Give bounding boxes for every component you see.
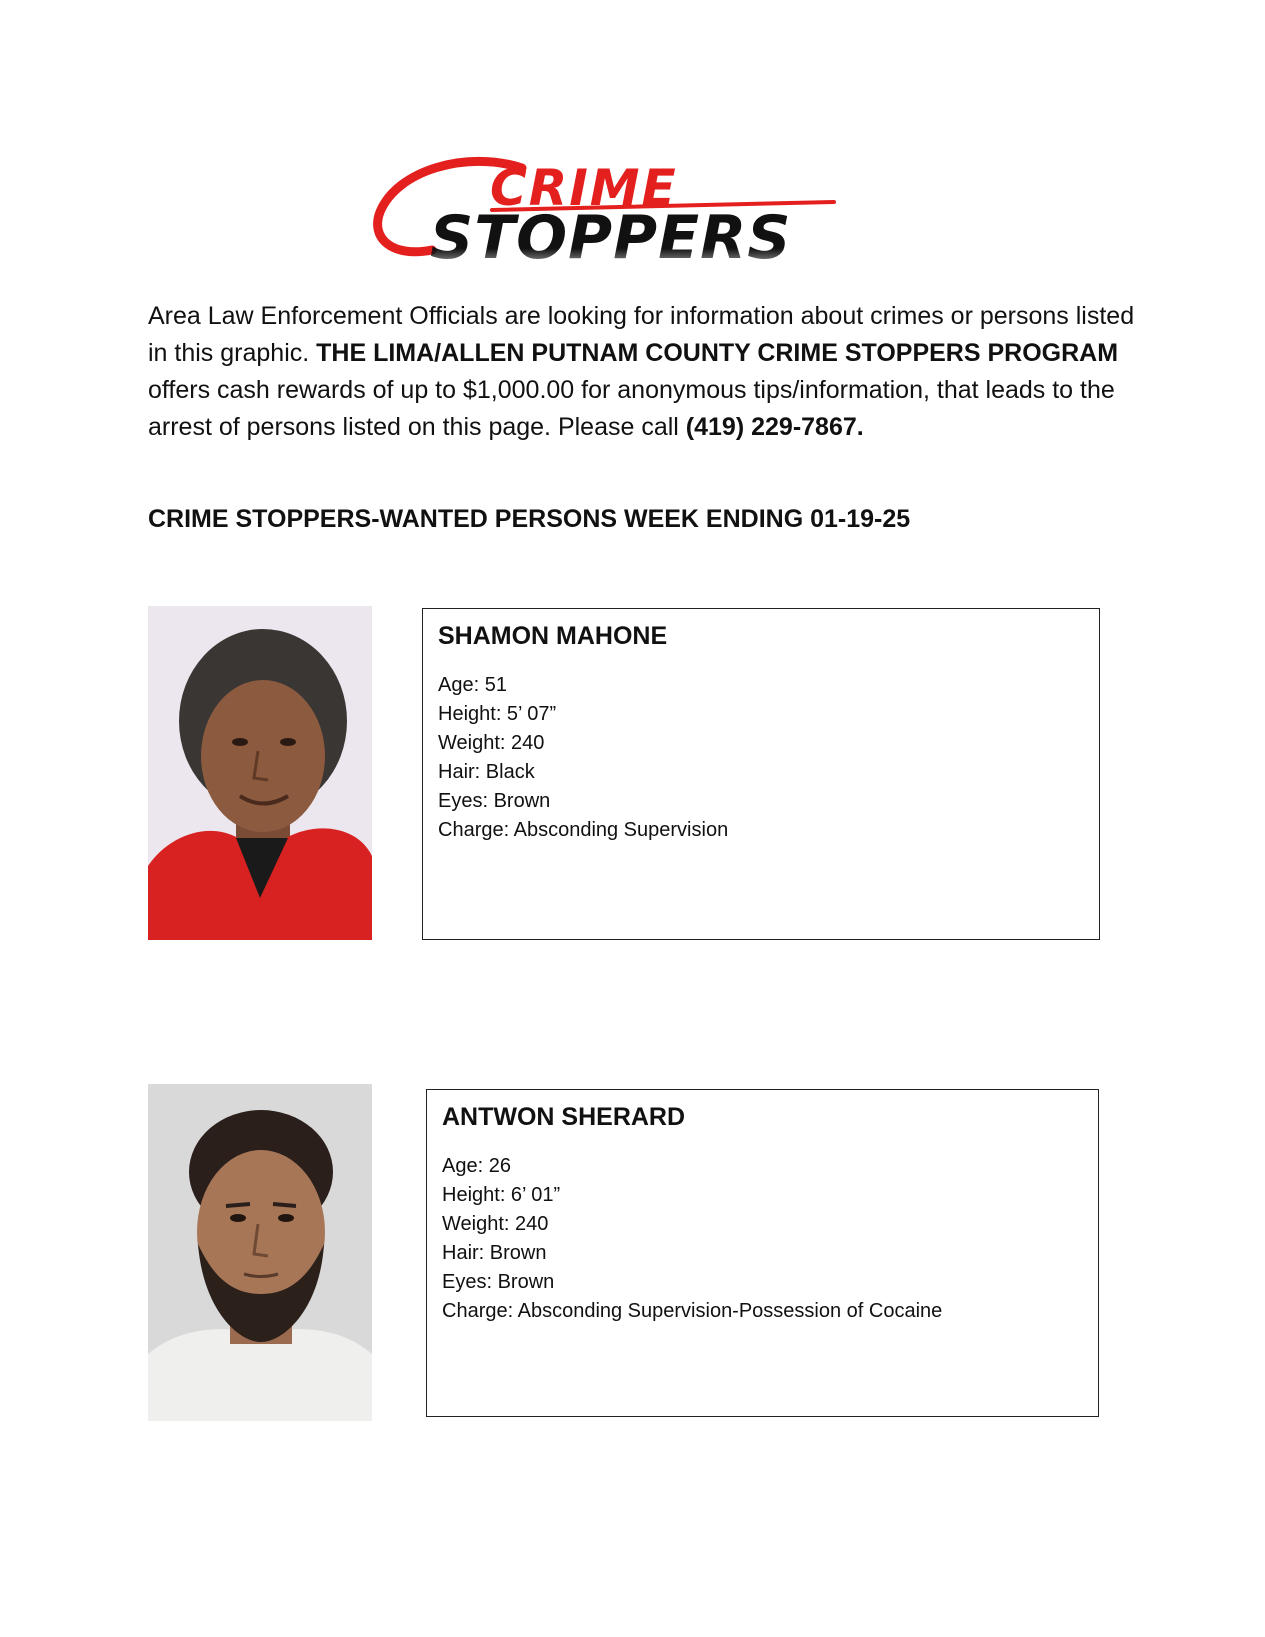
intro-paragraph bbox=[148, 298, 1138, 446]
week-heading: CRIME STOPPERS-WANTED PERSONS WEEK ENDING 01-19-25 bbox=[148, 505, 911, 533]
person-weight: Weight: 240 bbox=[438, 732, 545, 754]
person-age: Age: 26 bbox=[442, 1155, 511, 1177]
person-hair: Hair: Brown bbox=[442, 1242, 547, 1264]
mugshot-photo bbox=[148, 1084, 372, 1421]
program-name: THE LIMA/ALLEN PUTNAM COUNTY CRIME STOPPERS PROGRAM bbox=[316, 339, 1119, 367]
person-info-box bbox=[426, 1089, 1099, 1417]
person-height: Height: 6’ 01” bbox=[442, 1184, 561, 1206]
person-weight: Weight: 240 bbox=[442, 1213, 549, 1235]
person-details bbox=[442, 1152, 942, 1326]
person-charge: Charge: Absconding Supervision-Possession of Cocaine bbox=[442, 1300, 943, 1322]
person-eyes: Eyes: Brown bbox=[442, 1271, 555, 1293]
person-height: Height: 5’ 07” bbox=[438, 703, 557, 725]
logo-text-top: CRIME bbox=[490, 159, 678, 217]
crime-stoppers-logo bbox=[372, 150, 842, 276]
intro-text-2: offers cash rewards of up to $1,000.00 for anonymous tips/information, that leads to the arrest of persons listed on this page. Please call bbox=[148, 376, 1115, 441]
person-charge: Charge: Absconding Supervision bbox=[438, 819, 729, 841]
person-details bbox=[438, 671, 728, 845]
person-name: ANTWON SHERARD bbox=[442, 1103, 686, 1131]
person-age: Age: 51 bbox=[438, 674, 507, 696]
intro-text-1: Area Law Enforcement Officials are looking for information about crimes or persons listed in this graphic. bbox=[148, 302, 1135, 367]
logo-text-bottom: STOPPERS bbox=[430, 203, 792, 273]
person-name: SHAMON MAHONE bbox=[438, 622, 668, 650]
person-info-box bbox=[422, 608, 1100, 940]
crime-stoppers-logo-graphic bbox=[372, 150, 842, 276]
tip-phone-number: (419) 229-7867. bbox=[685, 413, 864, 441]
person-hair: Hair: Black bbox=[438, 761, 535, 783]
person-eyes: Eyes: Brown bbox=[438, 790, 551, 812]
mugshot-photo bbox=[148, 606, 372, 940]
